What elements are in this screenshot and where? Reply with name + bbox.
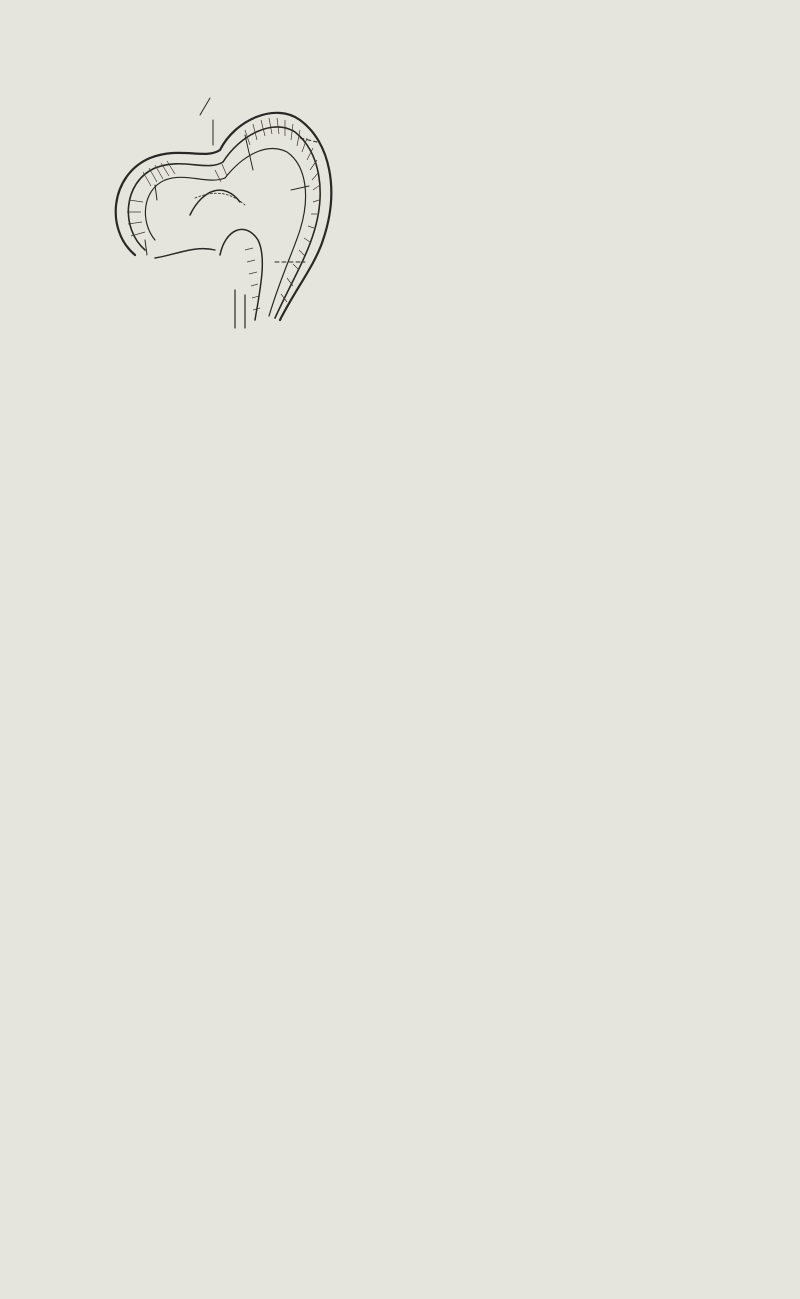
embryo-section-figure bbox=[95, 90, 355, 335]
